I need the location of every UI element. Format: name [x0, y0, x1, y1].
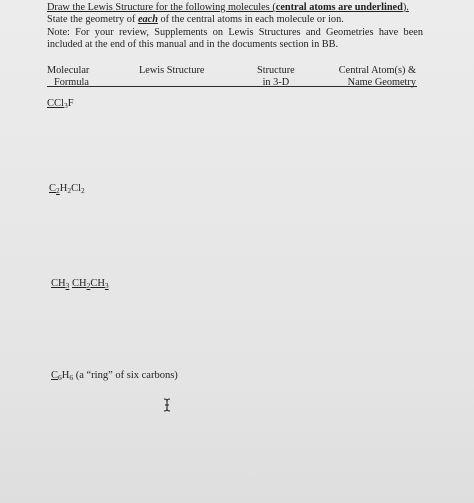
formula-subscript: 6: [58, 373, 62, 382]
header-central-atom-geometry: [330, 65, 416, 88]
formula-c6h6: [51, 370, 178, 382]
instruction-text-end: ).: [402, 2, 409, 13]
instruction-emphasis-each: each: [137, 14, 158, 26]
formula-part: H: [61, 370, 70, 381]
header-text: Lewis Structure: [139, 65, 205, 76]
text-cursor-icon: [163, 398, 171, 412]
formula-part: F: [67, 98, 74, 109]
instruction-text: State the geometry of: [47, 14, 138, 26]
instruction-text: Draw the Lewis Structure for the following molecules (: [47, 2, 276, 13]
header-text: Molecular: [47, 65, 90, 76]
formula-part: CH: [71, 278, 87, 289]
formula-note: (a “ring” of six carbons): [73, 370, 178, 381]
instruction-emphasis: central atoms are underlined: [275, 2, 403, 13]
formula-part: Cl: [71, 183, 82, 194]
formula-c2h2cl2: [49, 183, 85, 195]
formula-part: C: [51, 370, 59, 381]
instruction-text: of the central atoms in each molecule or ion.: [157, 14, 344, 26]
formula-part: CCl: [47, 98, 64, 109]
formula-ch3ch2ch3: [51, 278, 109, 290]
header-text: Central Atom(s) &: [338, 65, 416, 76]
instructions-block: [47, 2, 423, 52]
formula-part: CH: [51, 278, 66, 289]
formula-subscript: 2: [86, 281, 91, 290]
formula-subscript: 3: [63, 101, 68, 110]
header-text: Formula: [54, 76, 89, 88]
instruction-note: Note: For your review, Supplements on Lewis Structures and Geometries have been included at the end of this manual and in the documents section in BB.: [47, 26, 423, 51]
formula-part: CH: [90, 278, 105, 289]
formula-part: H: [59, 183, 68, 194]
formula-subscript: 2: [56, 186, 60, 195]
formula-subscript: 3: [65, 281, 70, 290]
instruction-line-1: [47, 2, 423, 14]
header-text: Name Geometry: [347, 76, 416, 88]
header-text: in 3-D: [262, 76, 290, 88]
formula-subscript: 3: [104, 281, 109, 290]
formula-part: C: [49, 183, 57, 194]
instruction-line-2: [47, 14, 423, 26]
formula-subscript: 2: [67, 186, 72, 195]
formula-ccl3f: [47, 98, 74, 110]
header-lewis-structure: [139, 65, 204, 77]
header-molecular-formula: [47, 65, 89, 88]
header-text: Structure: [257, 65, 295, 76]
formula-subscript: 6: [69, 373, 74, 382]
formula-subscript: 2: [81, 186, 85, 195]
header-divider: [47, 86, 417, 87]
header-structure-3d: [257, 65, 295, 88]
